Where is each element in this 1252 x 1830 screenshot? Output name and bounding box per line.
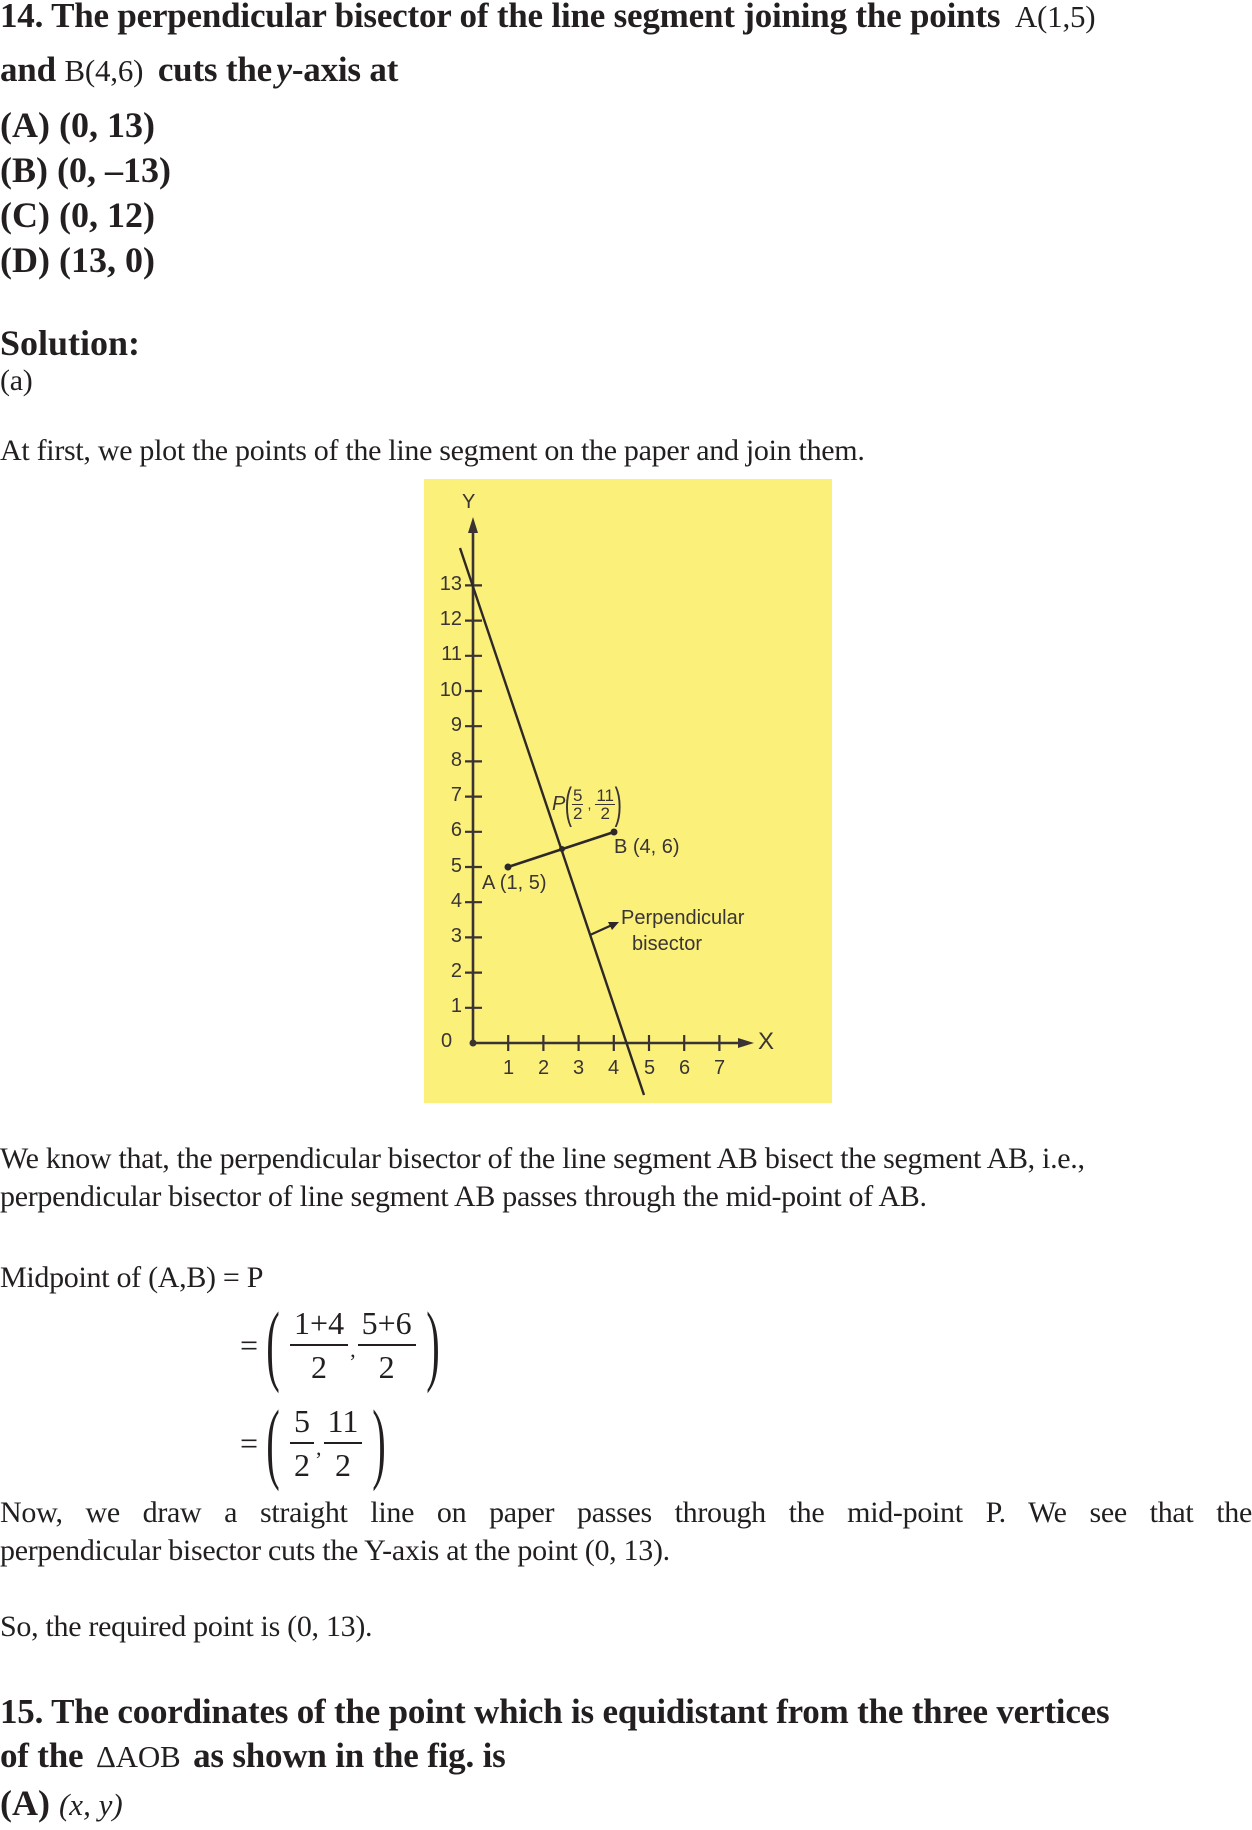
question-text: and bbox=[0, 50, 56, 89]
paren-right: ) bbox=[425, 1295, 440, 1394]
midpoint-step-1 bbox=[240, 1295, 448, 1394]
y-tick-label: 1 bbox=[450, 995, 462, 1017]
y-axis-arrow-icon bbox=[468, 517, 478, 533]
option-value: (0, 12) bbox=[58, 195, 155, 235]
x-tick-label: 4 bbox=[608, 1057, 620, 1079]
option-value: (13, 0) bbox=[58, 240, 155, 280]
option-label: (B) bbox=[0, 150, 48, 190]
point-b-label: B (4, 6) bbox=[614, 836, 680, 858]
point-b-math: B(4,6) bbox=[64, 53, 144, 88]
y-tick-label: 11 bbox=[441, 643, 462, 665]
option-value: (x, y) bbox=[58, 1787, 123, 1822]
question-text: cuts the bbox=[157, 50, 272, 89]
question-text: 14. The perpendicular bisector of the line segment joining the points bbox=[0, 0, 1001, 35]
option-c bbox=[0, 194, 155, 236]
bisector-label-line-2: bisector bbox=[632, 933, 703, 955]
q15-option-a bbox=[0, 1782, 123, 1824]
graph-svg bbox=[424, 479, 832, 1103]
paren-right: ) bbox=[372, 1393, 387, 1492]
p-frac-y bbox=[595, 787, 615, 822]
bisector-label-line-1: Perpendicular bbox=[621, 907, 745, 929]
fraction-denominator: 2 bbox=[294, 1447, 311, 1483]
point-a-label: A (1, 5) bbox=[482, 872, 547, 894]
y-tick-label: 3 bbox=[450, 925, 462, 947]
option-a bbox=[0, 104, 155, 146]
point-p-name: P bbox=[552, 792, 566, 815]
frac-den: 2 bbox=[600, 803, 610, 823]
option-label: (A) bbox=[0, 1783, 50, 1823]
fraction-y bbox=[324, 1402, 363, 1484]
x-tick-label: 6 bbox=[679, 1057, 691, 1079]
option-b bbox=[0, 149, 171, 191]
y-tick-label: 6 bbox=[450, 819, 462, 841]
paren-left: ( bbox=[565, 779, 573, 828]
x-axis-arrow-icon bbox=[738, 1038, 754, 1048]
option-label: (A) bbox=[0, 105, 50, 145]
midpoint-step-2 bbox=[240, 1393, 394, 1492]
x-axis-label: X bbox=[758, 1028, 775, 1055]
comma: , bbox=[587, 796, 592, 812]
question-text: of the bbox=[0, 1736, 84, 1775]
x-tick-label: 5 bbox=[644, 1057, 656, 1079]
frac-num: 5 bbox=[573, 785, 583, 805]
y-tick-label: 13 bbox=[439, 573, 462, 595]
y-tick-label: 9 bbox=[450, 714, 462, 736]
comma: , bbox=[350, 1337, 356, 1362]
solution-heading: Solution: bbox=[0, 323, 141, 363]
question-text: as shown in the fig. is bbox=[193, 1736, 506, 1775]
fraction-x bbox=[290, 1304, 348, 1386]
question-14-line-2 bbox=[0, 50, 398, 90]
point-p-dot bbox=[559, 846, 565, 852]
question-15-line-1: 15. The coordinates of the point which is equidistant from the three vertices bbox=[0, 1692, 1110, 1731]
fraction-numerator: 11 bbox=[324, 1402, 363, 1444]
fraction-denominator: 2 bbox=[378, 1349, 395, 1385]
question-14-line-1 bbox=[0, 0, 1095, 36]
y-tick-label: 2 bbox=[450, 960, 462, 982]
solution-intro: At first, we plot the points of the line segment on the paper and join them. bbox=[0, 434, 865, 467]
point-b-dot bbox=[611, 829, 618, 836]
origin-dot bbox=[470, 1040, 477, 1047]
frac-num: 11 bbox=[596, 785, 615, 805]
y-tick-label: 5 bbox=[450, 855, 462, 877]
question-text: -axis at bbox=[291, 50, 399, 89]
coordinate-graph-figure bbox=[424, 479, 832, 1103]
x-tick-label: 2 bbox=[538, 1057, 550, 1079]
conclusion: So, the required point is (0, 13). bbox=[0, 1610, 373, 1643]
question-text-italic: y bbox=[276, 50, 292, 89]
x-tick-label: 1 bbox=[503, 1057, 515, 1079]
option-value: (0, –13) bbox=[57, 150, 171, 190]
paragraph-1-line-1: We know that, the perpendicular bisector of the line segment AB bisect the segment AB, i.e., bbox=[0, 1142, 1085, 1175]
fraction-denominator: 2 bbox=[311, 1349, 328, 1385]
question-15-line-2 bbox=[0, 1736, 506, 1776]
equals-sign: = bbox=[240, 1326, 259, 1363]
option-d bbox=[0, 239, 155, 281]
y-axis-label: Y bbox=[462, 491, 476, 513]
y-tick-label: 4 bbox=[450, 890, 462, 912]
fraction-numerator: 1+4 bbox=[290, 1304, 348, 1346]
option-label: (D) bbox=[0, 240, 50, 280]
y-tick-label: 10 bbox=[439, 679, 462, 701]
fraction-denominator: 2 bbox=[334, 1447, 351, 1483]
fraction-numerator: 5 bbox=[290, 1402, 314, 1444]
x-tick-label: 7 bbox=[714, 1057, 726, 1079]
point-a-dot bbox=[505, 864, 512, 871]
point-p-label bbox=[552, 779, 622, 829]
solution-answer: (a) bbox=[0, 364, 33, 397]
paren-left: ( bbox=[266, 1295, 280, 1394]
fraction-y bbox=[358, 1304, 416, 1386]
midpoint-label: Midpoint of (A,B) = P bbox=[0, 1261, 264, 1294]
equals-sign: = bbox=[240, 1424, 259, 1461]
comma: , bbox=[316, 1435, 322, 1460]
triangle-aob-math: ΔAOB bbox=[95, 1739, 181, 1774]
option-label: (C) bbox=[0, 195, 50, 235]
x-tick-label: 3 bbox=[573, 1057, 585, 1079]
bisector-pointer bbox=[590, 925, 612, 935]
point-a-math: A(1,5) bbox=[1014, 0, 1096, 34]
y-tick-label: 8 bbox=[450, 749, 462, 771]
origin-label: 0 bbox=[441, 1030, 453, 1052]
p-frac-x bbox=[572, 787, 583, 822]
bisector-label bbox=[621, 905, 744, 957]
paragraph-2-line-2: perpendicular bisector cuts the Y-axis at the point (0, 13). bbox=[0, 1534, 670, 1567]
paragraph-1-line-2: perpendicular bisector of line segment AB passes through the mid-point of AB. bbox=[0, 1180, 927, 1213]
y-tick-label: 7 bbox=[450, 784, 462, 806]
paragraph-2-line-1: Now, we draw a straight line on paper passes through the mid-point P. We see that the bbox=[0, 1496, 1252, 1529]
paren-left: ( bbox=[266, 1393, 280, 1492]
y-tick-label: 12 bbox=[439, 608, 462, 630]
fraction-x bbox=[290, 1402, 314, 1484]
frac-den: 2 bbox=[573, 803, 583, 823]
option-value: (0, 13) bbox=[58, 105, 155, 145]
fraction-numerator: 5+6 bbox=[358, 1304, 416, 1346]
paren-right: ) bbox=[614, 779, 623, 828]
